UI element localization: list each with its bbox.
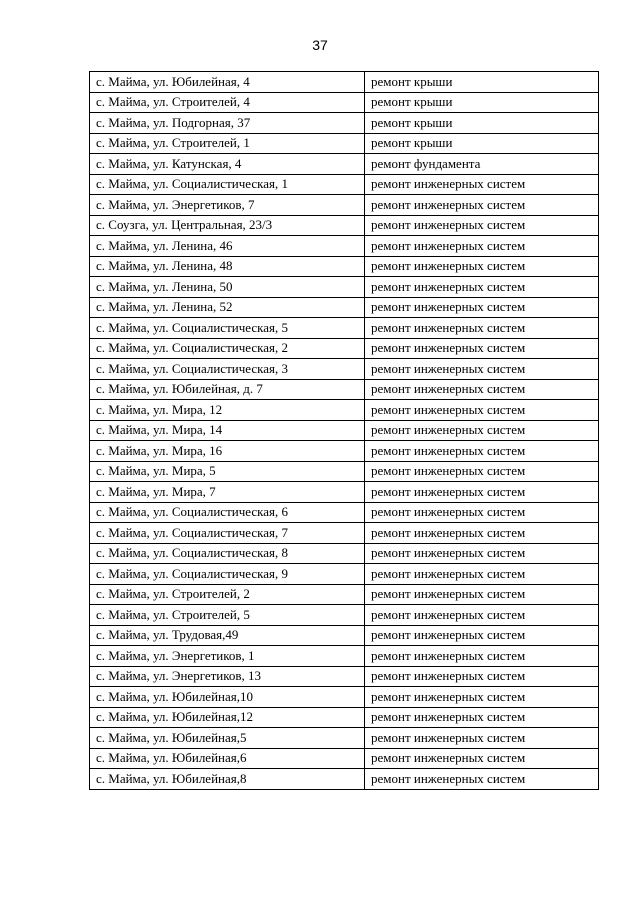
address-cell: с. Майма, ул. Социалистическая, 5 xyxy=(90,318,365,339)
address-cell: с. Майма, ул. Социалистическая, 2 xyxy=(90,338,365,359)
work-type-cell: ремонт инженерных систем xyxy=(365,523,599,544)
address-cell: с. Майма, ул. Энергетиков, 13 xyxy=(90,666,365,687)
work-type-cell: ремонт крыши xyxy=(365,72,599,93)
address-cell: с. Майма, ул. Мира, 5 xyxy=(90,461,365,482)
table-row xyxy=(90,400,599,421)
table-row xyxy=(90,543,599,564)
address-cell: с. Майма, ул. Социалистическая, 9 xyxy=(90,564,365,585)
address-cell: с. Майма, ул. Юбилейная,5 xyxy=(90,728,365,749)
work-type-cell: ремонт инженерных систем xyxy=(365,256,599,277)
work-type-cell: ремонт инженерных систем xyxy=(365,564,599,585)
table-row xyxy=(90,113,599,134)
table-row xyxy=(90,564,599,585)
work-type-cell: ремонт инженерных систем xyxy=(365,195,599,216)
address-cell: с. Майма, ул. Ленина, 46 xyxy=(90,236,365,257)
table-row xyxy=(90,728,599,749)
table-row xyxy=(90,748,599,769)
table-row xyxy=(90,482,599,503)
repair-works-table xyxy=(89,71,599,790)
address-cell: с. Майма, ул. Ленина, 50 xyxy=(90,277,365,298)
address-cell: с. Майма, ул. Строителей, 4 xyxy=(90,92,365,113)
address-cell: с. Майма, ул. Юбилейная,8 xyxy=(90,769,365,790)
address-cell: с. Майма, ул. Юбилейная, 4 xyxy=(90,72,365,93)
table-row xyxy=(90,379,599,400)
address-cell: с. Майма, ул. Юбилейная,10 xyxy=(90,687,365,708)
table-row xyxy=(90,215,599,236)
repair-works-table-body xyxy=(90,72,599,790)
work-type-cell: ремонт инженерных систем xyxy=(365,215,599,236)
address-cell: с. Майма, ул. Мира, 12 xyxy=(90,400,365,421)
table-row xyxy=(90,687,599,708)
work-type-cell: ремонт инженерных систем xyxy=(365,748,599,769)
address-cell: с. Майма, ул. Социалистическая, 6 xyxy=(90,502,365,523)
work-type-cell: ремонт инженерных систем xyxy=(365,707,599,728)
address-cell: с. Майма, ул. Социалистическая, 8 xyxy=(90,543,365,564)
table-row xyxy=(90,707,599,728)
work-type-cell: ремонт крыши xyxy=(365,113,599,134)
table-row xyxy=(90,174,599,195)
work-type-cell: ремонт инженерных систем xyxy=(365,359,599,380)
table-row xyxy=(90,359,599,380)
table-row xyxy=(90,523,599,544)
table-row xyxy=(90,584,599,605)
table-row xyxy=(90,72,599,93)
table-row xyxy=(90,92,599,113)
page-number: 37 xyxy=(312,37,328,53)
address-cell: с. Майма, ул. Ленина, 48 xyxy=(90,256,365,277)
address-cell: с. Майма, ул. Мира, 14 xyxy=(90,420,365,441)
table-row xyxy=(90,646,599,667)
work-type-cell: ремонт инженерных систем xyxy=(365,236,599,257)
table-row xyxy=(90,666,599,687)
work-type-cell: ремонт инженерных систем xyxy=(365,687,599,708)
address-cell: с. Майма, ул. Энергетиков, 7 xyxy=(90,195,365,216)
table-row xyxy=(90,154,599,175)
table-row xyxy=(90,461,599,482)
table-row xyxy=(90,236,599,257)
work-type-cell: ремонт инженерных систем xyxy=(365,625,599,646)
address-cell: с. Майма, ул. Трудовая,49 xyxy=(90,625,365,646)
address-cell: с. Майма, ул. Юбилейная, д. 7 xyxy=(90,379,365,400)
table-row xyxy=(90,625,599,646)
table-row xyxy=(90,297,599,318)
work-type-cell: ремонт инженерных систем xyxy=(365,584,599,605)
work-type-cell: ремонт крыши xyxy=(365,92,599,113)
address-cell: с. Майма, ул. Катунская, 4 xyxy=(90,154,365,175)
work-type-cell: ремонт инженерных систем xyxy=(365,666,599,687)
table-row xyxy=(90,502,599,523)
work-type-cell: ремонт крыши xyxy=(365,133,599,154)
table-row xyxy=(90,338,599,359)
work-type-cell: ремонт инженерных систем xyxy=(365,400,599,421)
address-cell: с. Майма, ул. Энергетиков, 1 xyxy=(90,646,365,667)
work-type-cell: ремонт инженерных систем xyxy=(365,605,599,626)
table-row xyxy=(90,441,599,462)
work-type-cell: ремонт фундамента xyxy=(365,154,599,175)
address-cell: с. Майма, ул. Строителей, 2 xyxy=(90,584,365,605)
table-row xyxy=(90,195,599,216)
work-type-cell: ремонт инженерных систем xyxy=(365,769,599,790)
work-type-cell: ремонт инженерных систем xyxy=(365,461,599,482)
address-cell: с. Майма, ул. Строителей, 1 xyxy=(90,133,365,154)
address-cell: с. Майма, ул. Социалистическая, 1 xyxy=(90,174,365,195)
work-type-cell: ремонт инженерных систем xyxy=(365,728,599,749)
address-cell: с. Майма, ул. Юбилейная,12 xyxy=(90,707,365,728)
work-type-cell: ремонт инженерных систем xyxy=(365,482,599,503)
work-type-cell: ремонт инженерных систем xyxy=(365,441,599,462)
table-row xyxy=(90,420,599,441)
address-cell: с. Майма, ул. Мира, 16 xyxy=(90,441,365,462)
table-row xyxy=(90,318,599,339)
work-type-cell: ремонт инженерных систем xyxy=(365,379,599,400)
address-cell: с. Майма, ул. Юбилейная,6 xyxy=(90,748,365,769)
address-cell: с. Майма, ул. Ленина, 52 xyxy=(90,297,365,318)
table-row xyxy=(90,769,599,790)
work-type-cell: ремонт инженерных систем xyxy=(365,318,599,339)
address-cell: с. Майма, ул. Строителей, 5 xyxy=(90,605,365,626)
work-type-cell: ремонт инженерных систем xyxy=(365,277,599,298)
table-row xyxy=(90,605,599,626)
address-cell: с. Майма, ул. Социалистическая, 7 xyxy=(90,523,365,544)
work-type-cell: ремонт инженерных систем xyxy=(365,174,599,195)
work-type-cell: ремонт инженерных систем xyxy=(365,420,599,441)
table-row xyxy=(90,256,599,277)
address-cell: с. Майма, ул. Социалистическая, 3 xyxy=(90,359,365,380)
work-type-cell: ремонт инженерных систем xyxy=(365,297,599,318)
work-type-cell: ремонт инженерных систем xyxy=(365,543,599,564)
work-type-cell: ремонт инженерных систем xyxy=(365,646,599,667)
work-type-cell: ремонт инженерных систем xyxy=(365,502,599,523)
table-row xyxy=(90,277,599,298)
address-cell: с. Майма, ул. Мира, 7 xyxy=(90,482,365,503)
address-cell: с. Майма, ул. Подгорная, 37 xyxy=(90,113,365,134)
work-type-cell: ремонт инженерных систем xyxy=(365,338,599,359)
address-cell: с. Соузга, ул. Центральная, 23/3 xyxy=(90,215,365,236)
table-row xyxy=(90,133,599,154)
